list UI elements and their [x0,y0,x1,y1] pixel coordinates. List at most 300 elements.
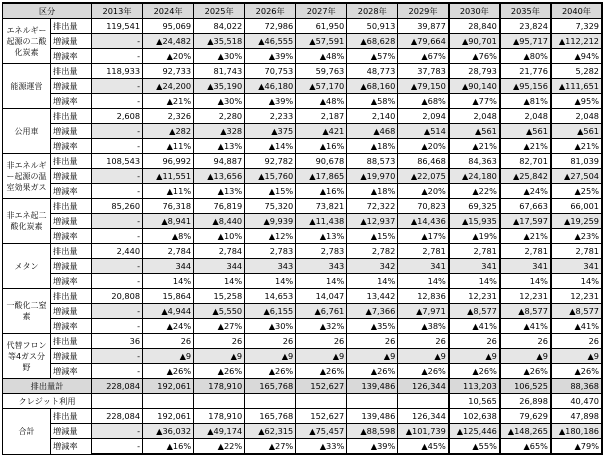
value-cell: ▲17,865 [296,169,347,184]
metric-label: 増減率 [51,319,92,334]
value-cell: ▲80% [500,49,551,64]
value-cell: ▲19,259 [551,214,602,229]
value-cell: ▲26% [347,364,398,379]
metric-label: 増減量 [51,304,92,319]
value-cell: 14% [194,274,245,289]
header-year: 2024年 [143,3,194,19]
table-row [3,64,603,79]
value-cell: 15,258 [194,289,245,304]
value-cell: ▲11,438 [296,214,347,229]
value-cell: ▲68,160 [347,79,398,94]
value-cell: 61,950 [296,19,347,34]
value-cell: 26 [245,334,296,349]
value-cell: 14% [245,274,296,289]
value-cell: 14% [143,274,194,289]
metric-label: 増減量 [51,34,92,49]
credit-row [3,394,603,409]
value-cell: 28,840 [449,19,500,34]
value-cell: ▲514 [398,124,449,139]
value-cell: 341 [551,259,602,274]
value-cell: ▲49,174 [194,424,245,439]
value-cell: ▲17% [398,229,449,244]
value-cell: ▲16% [143,439,194,455]
table-row [3,229,603,244]
metric-label: 増減率 [51,439,92,455]
header-year: 2030年 [449,3,500,19]
value-cell: ▲48% [296,49,347,64]
table-row [3,289,603,304]
value-cell: 70,823 [398,199,449,214]
value-cell [92,394,143,409]
value-cell: 2,440 [92,244,143,259]
value-cell [143,394,194,409]
value-cell: ▲24,200 [143,79,194,94]
value-cell: 84,022 [194,19,245,34]
value-cell: 152,627 [296,409,347,424]
value-cell: 2,326 [143,109,194,124]
header-year: 2013年 [92,3,143,19]
table-row [3,199,603,214]
metric-label: 増減率 [51,184,92,199]
value-cell: ▲180,186 [551,424,602,439]
value-cell: ▲48% [296,94,347,109]
value-cell: 152,627 [296,379,347,394]
header-year: 2029年 [398,3,449,19]
value-cell: ▲26% [551,364,602,379]
value-cell: ▲81% [500,94,551,109]
value-cell: 14,653 [245,289,296,304]
value-cell: ▲79,150 [398,79,449,94]
value-cell: ▲21% [143,94,194,109]
value-cell: 7,329 [551,19,602,34]
table-row [3,334,603,349]
value-cell: ▲33% [296,439,347,455]
metric-label: 増減率 [51,364,92,379]
value-cell: ▲62,315 [245,424,296,439]
value-cell: ▲14% [245,139,296,154]
table-row [3,124,603,139]
value-cell: 2,048 [500,109,551,124]
value-cell: 67,663 [500,199,551,214]
value-cell: 23,824 [500,19,551,34]
header-row [3,3,603,19]
value-cell: ▲65% [500,439,551,455]
value-cell: ▲75,457 [296,424,347,439]
value-cell: 2,608 [92,109,143,124]
category-label: 非エネルギー起源の温室効果ガス [3,154,51,199]
value-cell: ▲90,701 [449,34,500,49]
metric-label: 増減量 [51,169,92,184]
value-cell: ▲79,664 [398,34,449,49]
table-row [3,259,603,274]
value-cell: 76,819 [194,199,245,214]
value-cell: 82,701 [500,154,551,169]
value-cell: ▲16% [296,139,347,154]
value-cell: - [92,304,143,319]
value-cell: ▲6,155 [245,304,296,319]
table-row [3,34,603,49]
value-cell: ▲22% [449,184,500,199]
value-cell: ▲36,032 [143,424,194,439]
value-cell: ▲41% [449,319,500,334]
value-cell: ▲39% [245,94,296,109]
value-cell: 26 [500,334,551,349]
value-cell: 21,776 [500,64,551,79]
value-cell: ▲16% [296,184,347,199]
value-cell: 26 [194,334,245,349]
value-cell: 26 [449,334,500,349]
value-cell: 343 [245,259,296,274]
category-label: エネルギー起源の二酸化炭素 [3,19,51,64]
metric-label: 増減率 [51,49,92,64]
value-cell: 192,061 [143,409,194,424]
value-cell: ▲24% [500,184,551,199]
value-cell: 2,140 [347,109,398,124]
value-cell: ▲76% [449,49,500,64]
value-cell: ▲148,265 [500,424,551,439]
metric-label: 排出量 [51,109,92,124]
value-cell: ▲26% [245,364,296,379]
value-cell: ▲9,939 [245,214,296,229]
value-cell: ▲55% [449,439,500,455]
value-cell: 92,782 [245,154,296,169]
value-cell: ▲24% [143,319,194,334]
value-cell: ▲26% [296,364,347,379]
value-cell: ▲13% [194,139,245,154]
value-cell: ▲25% [551,184,602,199]
value-cell: ▲5,550 [194,304,245,319]
metric-label: 排出量 [51,409,92,424]
value-cell: ▲46,555 [245,34,296,49]
header-year: 2027年 [296,3,347,19]
value-cell: - [92,169,143,184]
value-cell: ▲24,482 [143,34,194,49]
value-cell: 139,486 [347,409,398,424]
value-cell: ▲125,446 [449,424,500,439]
value-cell: 88,573 [347,154,398,169]
value-cell: ▲10% [194,229,245,244]
value-cell [296,394,347,409]
value-cell: 92,733 [143,64,194,79]
value-cell: 59,763 [296,64,347,79]
value-cell: 47,898 [551,409,602,424]
value-cell: ▲30% [245,319,296,334]
value-cell: ▲22,075 [398,169,449,184]
value-cell: ▲13% [296,229,347,244]
value-cell: 50,913 [347,19,398,34]
value-cell: ▲46,180 [245,79,296,94]
value-cell: 102,638 [449,409,500,424]
total-row [3,439,603,455]
value-cell: ▲9 [245,349,296,364]
value-cell: 14% [296,274,347,289]
value-cell: 14% [551,274,602,289]
value-cell: ▲38% [398,319,449,334]
value-cell: ▲20% [398,184,449,199]
value-cell: ▲9 [143,349,194,364]
value-cell: 94,887 [194,154,245,169]
value-cell: 72,986 [245,19,296,34]
total-label: 合計 [3,409,51,455]
value-cell: - [92,184,143,199]
header-year: 2028年 [347,3,398,19]
value-cell: ▲8,941 [143,214,194,229]
value-cell: 2,280 [194,109,245,124]
table-row [3,349,603,364]
value-cell: 37,783 [398,64,449,79]
table-row [3,184,603,199]
total-emission-row [3,379,603,394]
value-cell: 139,486 [347,379,398,394]
value-cell: 84,363 [449,154,500,169]
value-cell: ▲9 [194,349,245,364]
value-cell: ▲9 [347,349,398,364]
value-cell: 81,743 [194,64,245,79]
value-cell: - [92,424,143,439]
value-cell: 70,753 [245,64,296,79]
table-row [3,304,603,319]
value-cell: ▲12,937 [347,214,398,229]
value-cell: ▲22% [194,439,245,455]
value-cell: ▲95% [551,94,602,109]
value-cell: ▲41% [500,319,551,334]
value-cell: - [92,139,143,154]
value-cell: ▲12% [245,229,296,244]
value-cell: - [92,349,143,364]
value-cell: 36 [92,334,143,349]
metric-label: 増減量 [51,214,92,229]
metric-label: 増減率 [51,94,92,109]
value-cell: ▲21% [500,139,551,154]
category-label: 非エネ起二酸化炭素 [3,199,51,244]
value-cell: 90,678 [296,154,347,169]
value-cell: 2,783 [245,244,296,259]
value-cell: 2,233 [245,109,296,124]
value-cell: ▲27% [245,439,296,455]
value-cell: ▲9 [398,349,449,364]
metric-label: 増減量 [51,259,92,274]
value-cell: ▲561 [500,124,551,139]
value-cell: 14,047 [296,289,347,304]
value-cell: 344 [143,259,194,274]
value-cell: ▲95,156 [500,79,551,94]
value-cell: ▲9 [296,349,347,364]
value-cell: 2,048 [449,109,500,124]
value-cell: ▲26% [500,364,551,379]
value-cell [245,394,296,409]
metric-label: 排出量 [51,154,92,169]
value-cell: 2,781 [551,244,602,259]
table-row [3,214,603,229]
value-cell: ▲90,140 [449,79,500,94]
value-cell: 113,203 [449,379,500,394]
value-cell: ▲26% [194,364,245,379]
metric-label: 排出量 [51,289,92,304]
value-cell: ▲19% [449,229,500,244]
value-cell: 26 [398,334,449,349]
value-cell: ▲111,651 [551,79,602,94]
value-cell: 88,368 [551,379,602,394]
value-cell: - [92,364,143,379]
value-cell: ▲77% [449,94,500,109]
value-cell: ▲88,598 [347,424,398,439]
value-cell: 228,084 [92,379,143,394]
value-cell: 2,782 [347,244,398,259]
value-cell: ▲9 [449,349,500,364]
value-cell: 73,821 [296,199,347,214]
value-cell: - [92,274,143,289]
table-row [3,109,603,124]
table-body [3,19,603,455]
value-cell: 2,187 [296,109,347,124]
value-cell: 26 [143,334,194,349]
value-cell: 86,468 [398,154,449,169]
value-cell: ▲58% [347,94,398,109]
value-cell: 39,877 [398,19,449,34]
table-row [3,169,603,184]
value-cell: 26 [347,334,398,349]
value-cell: 342 [347,259,398,274]
value-cell: 341 [449,259,500,274]
value-cell: 108,543 [92,154,143,169]
value-cell: 2,784 [194,244,245,259]
value-cell: ▲27% [194,319,245,334]
value-cell: ▲7,366 [347,304,398,319]
value-cell: 14% [398,274,449,289]
total-emission-label: 排出量計 [3,379,92,394]
table-row [3,139,603,154]
table-row [3,49,603,64]
value-cell: ▲561 [551,124,602,139]
value-cell: ▲35% [347,319,398,334]
value-cell: 40,470 [551,394,602,409]
value-cell: - [92,49,143,64]
value-cell: 13,442 [347,289,398,304]
value-cell: - [92,214,143,229]
value-cell: 48,773 [347,64,398,79]
value-cell: 26,898 [500,394,551,409]
value-cell: ▲25,842 [500,169,551,184]
metric-label: 排出量 [51,64,92,79]
value-cell: ▲95,717 [500,34,551,49]
value-cell: 341 [398,259,449,274]
value-cell: 178,910 [194,409,245,424]
value-cell: 2,781 [500,244,551,259]
value-cell: ▲561 [449,124,500,139]
value-cell: 228,084 [92,409,143,424]
value-cell: 72,322 [347,199,398,214]
value-cell: ▲6,761 [296,304,347,319]
value-cell: - [92,124,143,139]
table-row [3,319,603,334]
value-cell: 12,836 [398,289,449,304]
category-label: 能源運営 [3,64,51,109]
value-cell: 20,808 [92,289,143,304]
value-cell: ▲24,180 [449,169,500,184]
metric-label: 増減量 [51,424,92,439]
header-year: 2040年 [551,3,602,19]
value-cell: ▲15% [347,229,398,244]
value-cell: - [92,229,143,244]
metric-label: 増減率 [51,229,92,244]
value-cell: ▲26% [143,364,194,379]
value-cell: 344 [194,259,245,274]
value-cell: ▲68% [398,94,449,109]
category-label: メタン [3,244,51,289]
value-cell: 119,541 [92,19,143,34]
value-cell: 14% [449,274,500,289]
value-cell: ▲45% [398,439,449,455]
value-cell: ▲15% [245,184,296,199]
value-cell: ▲14,436 [398,214,449,229]
value-cell: ▲112,212 [551,34,602,49]
value-cell: ▲18% [347,184,398,199]
category-label: 公用車 [3,109,51,154]
value-cell: 26 [551,334,602,349]
value-cell: ▲21% [551,139,602,154]
value-cell: 85,260 [92,199,143,214]
value-cell: 178,910 [194,379,245,394]
value-cell [194,394,245,409]
metric-label: 増減量 [51,79,92,94]
value-cell: ▲8,577 [500,304,551,319]
value-cell: 10,565 [449,394,500,409]
value-cell: 96,992 [143,154,194,169]
value-cell: ▲41% [551,319,602,334]
value-cell: ▲39% [245,49,296,64]
value-cell: ▲27,504 [551,169,602,184]
table-row [3,274,603,289]
value-cell: ▲18% [347,139,398,154]
metric-label: 増減量 [51,124,92,139]
value-cell: 2,784 [143,244,194,259]
value-cell: ▲4,944 [143,304,194,319]
value-cell: 12,231 [449,289,500,304]
value-cell: ▲19,970 [347,169,398,184]
value-cell: ▲30% [194,49,245,64]
value-cell: ▲26% [449,364,500,379]
value-cell: 15,864 [143,289,194,304]
value-cell: 26 [296,334,347,349]
value-cell: 28,793 [449,64,500,79]
value-cell: 14% [500,274,551,289]
metric-label: 増減率 [51,139,92,154]
total-row [3,409,603,424]
value-cell: ▲11% [143,139,194,154]
value-cell: 12,231 [500,289,551,304]
header-year: 2035年 [500,3,551,19]
table-row [3,19,603,34]
value-cell: 2,094 [398,109,449,124]
value-cell [398,394,449,409]
value-cell: ▲39% [347,439,398,455]
value-cell: 66,001 [551,199,602,214]
value-cell: ▲8,440 [194,214,245,229]
value-cell: ▲101,739 [398,424,449,439]
value-cell: ▲9 [500,349,551,364]
value-cell: 106,525 [500,379,551,394]
value-cell: ▲8,577 [551,304,602,319]
value-cell: ▲79% [551,439,602,455]
value-cell: 76,318 [143,199,194,214]
metric-label: 排出量 [51,244,92,259]
value-cell: 2,781 [398,244,449,259]
table-row [3,154,603,169]
header-year: 2026年 [245,3,296,19]
value-cell: ▲421 [296,124,347,139]
value-cell: ▲328 [194,124,245,139]
value-cell: ▲7,971 [398,304,449,319]
